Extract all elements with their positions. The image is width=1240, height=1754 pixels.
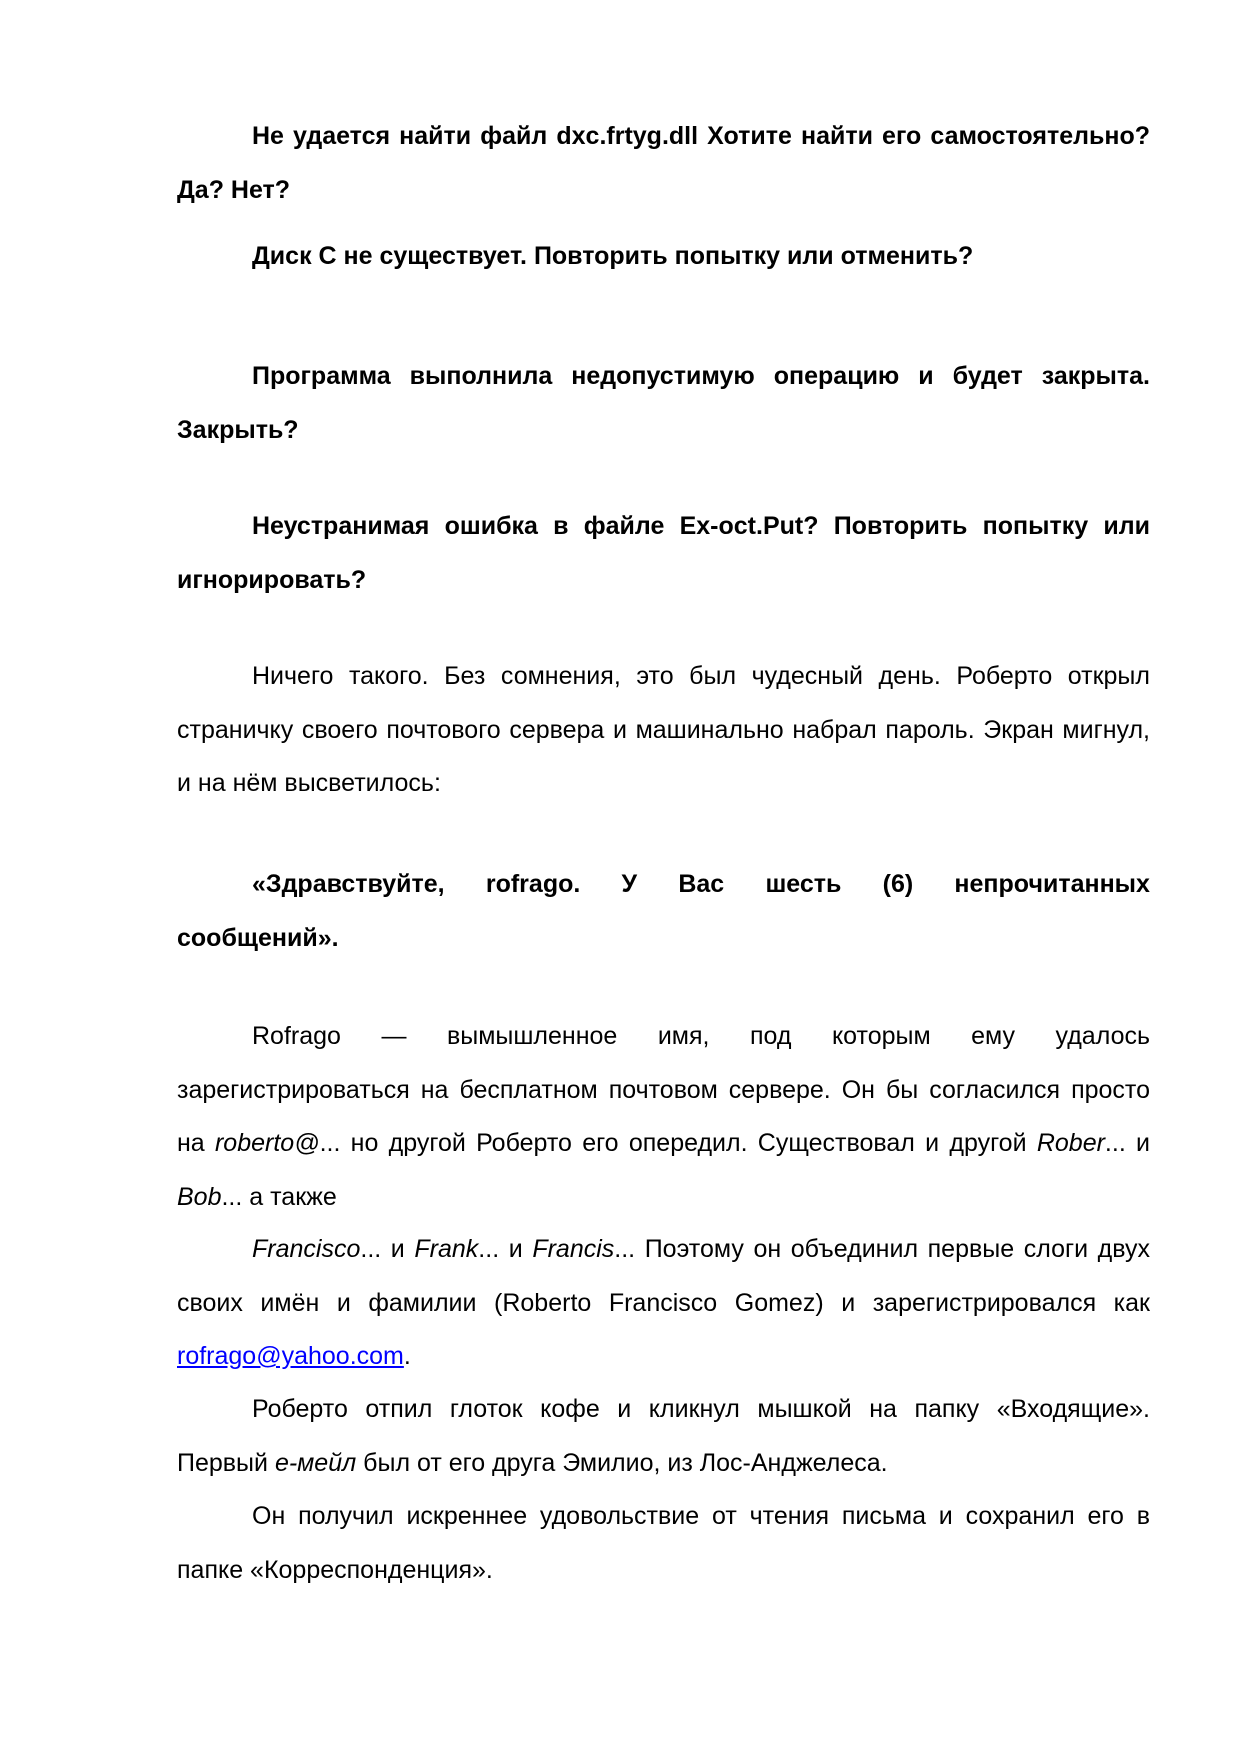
error-message-fatal: Неустранимая ошибка в файле Ex-oct.Put? Повторить попытку или игнорировать? [177,512,1150,594]
text-run: был от его друга Эмилио, из Лос-Анджелеса. [356,1448,888,1477]
italic-run: Rober [1036,1129,1105,1157]
text-run: ... и [478,1235,533,1263]
greeting-word: шесть [765,870,842,898]
greeting-word: Вас [678,870,725,898]
greeting-word: rofrago. [485,870,581,898]
narrative-paragraph-coffee [177,1383,1150,1490]
italic-run: Frank [414,1235,479,1263]
text-run: ... и [360,1235,415,1263]
greeting-word: У [621,870,638,898]
italic-run: Francisco [252,1235,361,1263]
email-link[interactable]: rofrago@yahoo.com [177,1342,404,1370]
error-message-disk: Диск С не существует. Повторить попытку или отменить? [252,242,974,270]
greeting-line-1 [177,858,1150,912]
narrative-paragraph-rofrago [177,1010,1150,1224]
text-run: ... Поэтому он объединил первые слоги двух своих имён и фамилии (Roberto Francisco Gomez) и зарегистрировался как [177,1235,1150,1317]
italic-run: Francis [532,1235,615,1263]
error-message-illegal-operation: Программа выполнила недопустимую операцию и будет закрыта. Закрыть? [177,362,1150,444]
italic-run: е-мейл [274,1448,357,1477]
text-run: Роберто отпил глоток кофе и кликнул мышкой на папку «Входящие». Первый [177,1395,1150,1477]
greeting-message [177,858,1150,965]
greeting-word: непрочитанных [954,870,1150,898]
text-run: . [403,1342,411,1370]
narrative-paragraph-letter: Он получил искреннее удовольствие от чтения письма и сохранил его в папке «Корреспонденция». [177,1502,1150,1584]
text-run: ... но другой Роберто его опередил. Существовал и другой [319,1129,1037,1157]
greeting-word: «Здравствуйте, [252,870,445,898]
narrative-paragraph-intro: Ничего такого. Без сомнения, это был чудесный день. Роберто открыл страничку своего почтового сервера и машинально набрал пароль. Экран мигнул, и на нём высветилось: [177,662,1150,797]
italic-run: roberto@ [214,1129,320,1157]
text-run: ... а также [221,1182,337,1211]
text-run: Rofrago — вымышленное имя, под которым ему удалось зарегистрироваться на бесплатном почтовом сервере. Он бы согласился просто на [177,1022,1150,1157]
narrative-paragraph-francisco [177,1223,1150,1384]
greeting-word: (6) [882,870,914,898]
text-run: ... и [1104,1129,1150,1157]
error-message-file-not-found: Не удается найти файл dxc.frtyg.dll Хотите найти его самостоятельно? Да? Нет? [177,122,1150,204]
greeting-line-2: сообщений». [177,923,339,952]
italic-run: Bob [177,1182,222,1211]
